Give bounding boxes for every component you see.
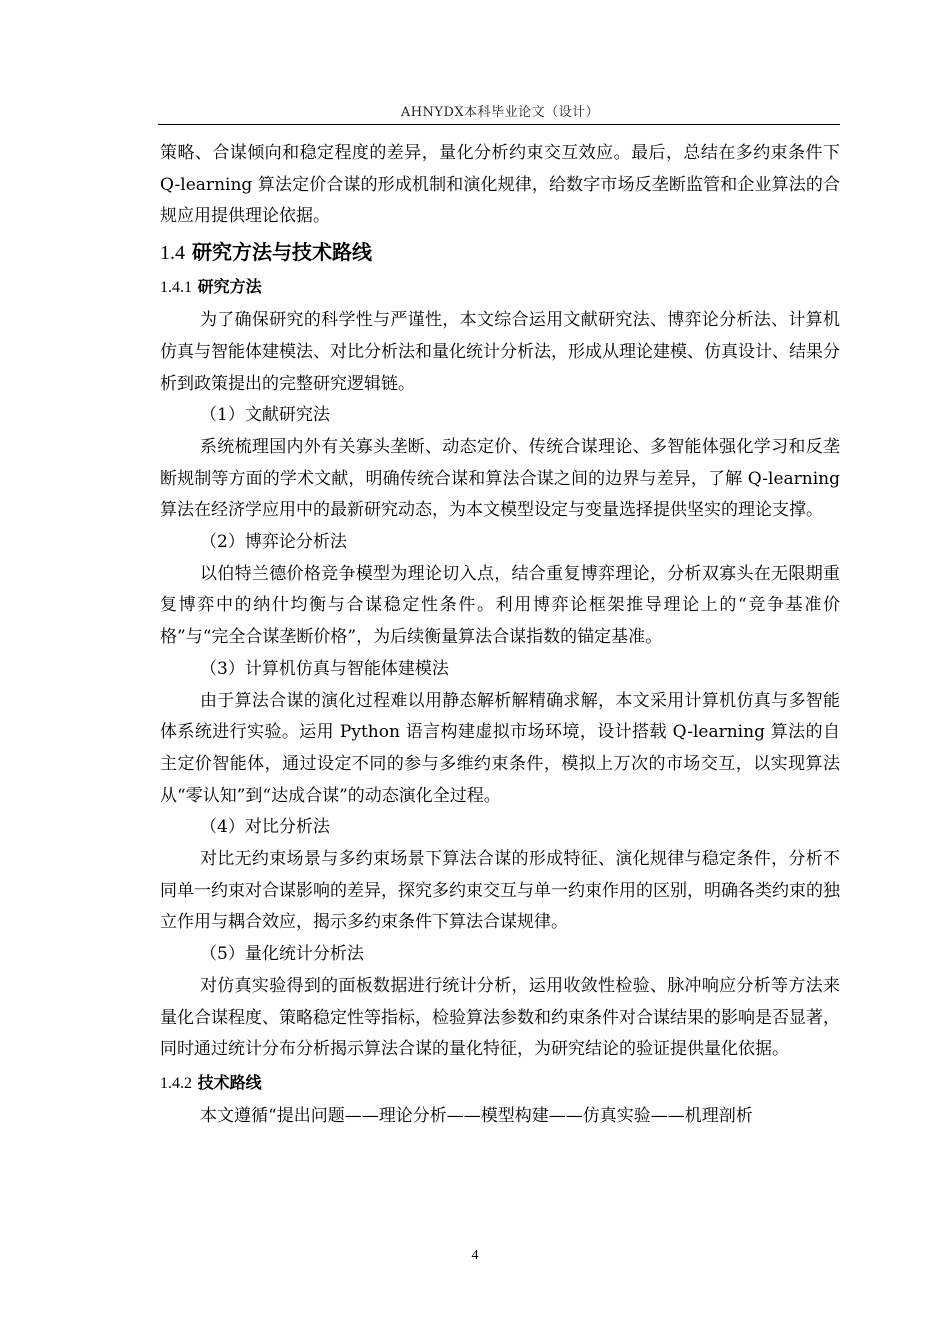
methods-overview-paragraph: 为了确保研究的科学性与严谨性，本文综合运用文献研究法、博弈论分析法、计算机仿真与智能体建模法、对比分析法和量化统计分析法，形成从理论建模、仿真设计、结果分析到政策提出的完整研究逻辑链。 — [160, 310, 840, 394]
method-text-quantitative: 对仿真实验得到的面板数据进行统计分析，运用收敛性检验、脉冲响应分析等方法来量化合谋程度、策略稳定性等指标，检验算法参数和约束条件对合谋结果的影响是否显著，同时通过统计分布分析揭示算法合谋的量化特征，为研究结论的验证提供量化依据。 — [160, 975, 840, 1060]
method-text-literature: 系统梳理国内外有关寡头垄断、动态定价、传统合谋理论、多智能体强化学习和反垄断规制等方面的学术文献，明确传统合谋和算法合谋之间的边界与差异，了解 Q-learning 算法在经济学应用中的最新研究动态，为本文模型设定与变量选择提供坚实的理论支撑。 — [160, 436, 840, 521]
section-title: 研究方法与技术路线 — [191, 240, 372, 265]
method-label-comparative: （4）对比分析法 — [200, 817, 330, 838]
method-text-simulation: 由于算法合谋的演化过程难以用静态解析解精确求解，本文采用计算机仿真与多智能体系统进行实验。运用 Python 语言构建虚拟市场环境，设计搭载 Q-learning 算法的自主定价智能体，通过设定不同的参与多维约束条件，模拟上万次的市场交互，以实现算法从“零认知”到“达成合谋”的动态演化全过程。 — [160, 690, 840, 806]
subsection-title: 研究方法 — [197, 277, 262, 297]
method-label-game-theory: （2）博弈论分析法 — [200, 532, 347, 553]
subsection-number: 1.4.2 — [160, 1074, 192, 1092]
subsection-heading-1-4-1 — [160, 270, 840, 305]
subsection-title: 技术路线 — [197, 1072, 262, 1092]
subsection-number: 1.4.1 — [160, 279, 192, 297]
section-heading-1-4 — [160, 235, 840, 270]
header-rule — [158, 124, 840, 125]
page-body — [160, 138, 840, 1133]
method-label-simulation: （3）计算机仿真与智能体建模法 — [200, 658, 449, 679]
subsection-heading-1-4-2 — [160, 1066, 840, 1101]
page-number: 4 — [471, 1248, 479, 1263]
intro-paragraph: 策略、合谋倾向和稳定程度的差异，量化分析约束交互效应。最后，总结在多约束条件下 Q-learning 算法定价合谋的形成机制和演化规律，给数字市场反垄断监管和企业算法的合规应用提供理论依据。 — [160, 143, 840, 227]
method-text-comparative: 对比无约束场景与多约束场景下算法合谋的形成特征、演化规律与稳定条件，分析不同单一约束对合谋影响的差异，探究多约束交互与单一约束作用的区别，明确各类约束的独立作用与耦合效应，揭示多约束条件下算法合谋规律。 — [160, 849, 840, 933]
method-text-game-theory: 以伯特兰德价格竞争模型为理论切入点，结合重复博弈理论，分析双寡头在无限期重复博弈中的纳什均衡与合谋稳定性条件。利用博弈论框架推导理论上的“竞争基准价格”与“完全合谋垄断价格”，为后续衡量算法合谋指数的锚定基准。 — [160, 563, 840, 648]
technical-route-paragraph: 本文遵循“提出问题——理论分析——模型构建——仿真实验——机理剖析 — [200, 1105, 753, 1126]
section-number: 1.4 — [160, 242, 185, 265]
method-label-literature: （1）文献研究法 — [200, 405, 330, 426]
method-label-quantitative: （5）量化统计分析法 — [200, 944, 364, 965]
running-header: AHNYDX本科毕业论文（设计） — [400, 105, 600, 120]
